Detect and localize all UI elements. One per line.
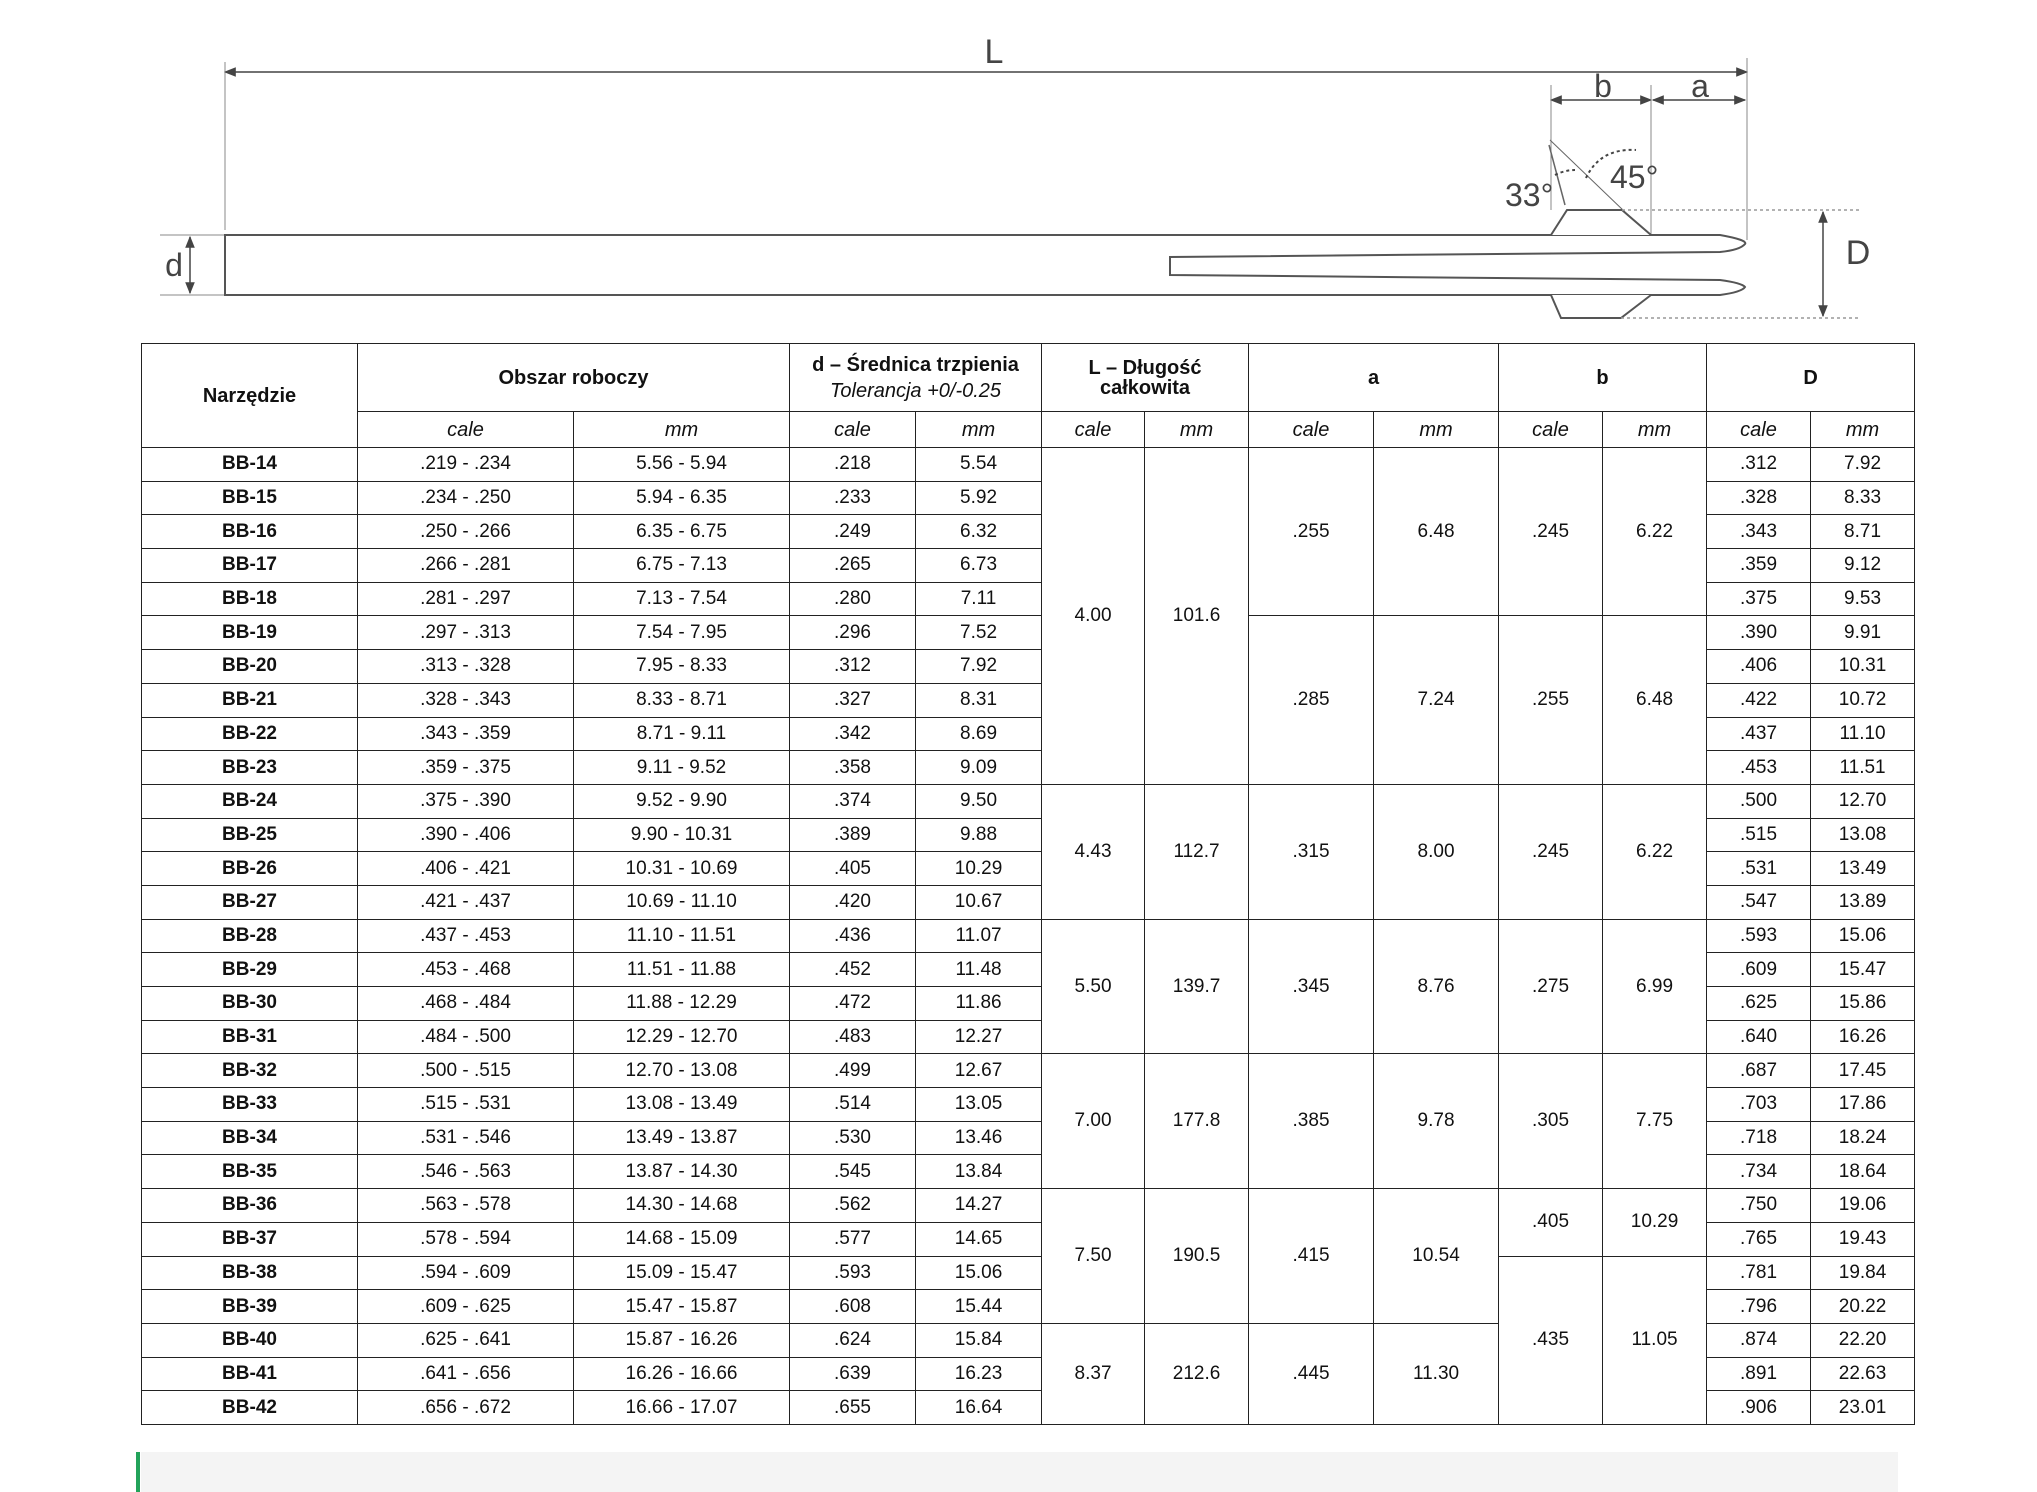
tool-name: BB-15 bbox=[142, 481, 358, 515]
a-mm: 9.78 bbox=[1374, 1054, 1499, 1189]
total-length-mm: 212.6 bbox=[1145, 1323, 1249, 1424]
blade-diameter-mm: 17.86 bbox=[1811, 1088, 1915, 1122]
tool-name: BB-27 bbox=[142, 885, 358, 919]
table-row bbox=[142, 448, 1915, 482]
blade-diameter-inches: .359 bbox=[1707, 549, 1811, 583]
shank-diameter-inches: .545 bbox=[790, 1155, 916, 1189]
tool-name: BB-22 bbox=[142, 717, 358, 751]
blade-diameter-inches: .891 bbox=[1707, 1357, 1811, 1391]
table-row bbox=[142, 1054, 1915, 1088]
work-area-inches: .359 - .375 bbox=[358, 751, 574, 785]
work-area-mm: 8.33 - 8.71 bbox=[574, 683, 790, 717]
a-inches: .415 bbox=[1249, 1189, 1374, 1324]
shank-diameter-inches: .639 bbox=[790, 1357, 916, 1391]
blade-diameter-inches: .422 bbox=[1707, 683, 1811, 717]
blade-diameter-inches: .437 bbox=[1707, 717, 1811, 751]
work-area-inches: .531 - .546 bbox=[358, 1121, 574, 1155]
work-area-mm: 7.95 - 8.33 bbox=[574, 650, 790, 684]
blade-diameter-mm: 9.53 bbox=[1811, 582, 1915, 616]
work-area-inches: .328 - .343 bbox=[358, 683, 574, 717]
shank-diameter-mm: 7.52 bbox=[916, 616, 1042, 650]
work-area-mm: 6.35 - 6.75 bbox=[574, 515, 790, 549]
table-row bbox=[142, 1256, 1915, 1290]
unit-header: cale bbox=[1249, 412, 1374, 448]
shank-diameter-inches: .218 bbox=[790, 448, 916, 482]
shank-diameter-inches: .514 bbox=[790, 1088, 916, 1122]
shank-diameter-inches: .265 bbox=[790, 549, 916, 583]
shank-diameter-inches: .358 bbox=[790, 751, 916, 785]
a-inches: .285 bbox=[1249, 616, 1374, 784]
work-area-inches: .250 - .266 bbox=[358, 515, 574, 549]
unit-header: mm bbox=[916, 412, 1042, 448]
b-inches: .245 bbox=[1499, 784, 1603, 919]
shank-diameter-inches: .233 bbox=[790, 481, 916, 515]
shank-diameter-inches: .562 bbox=[790, 1189, 916, 1223]
tool-name: BB-19 bbox=[142, 616, 358, 650]
blade-diameter-inches: .406 bbox=[1707, 650, 1811, 684]
header-a: a bbox=[1249, 344, 1499, 412]
shank-diameter-mm: 12.67 bbox=[916, 1054, 1042, 1088]
tool-name: BB-24 bbox=[142, 784, 358, 818]
header-D: D bbox=[1707, 344, 1915, 412]
header-work-area: Obszar roboczy bbox=[358, 344, 790, 412]
blade-diameter-inches: .718 bbox=[1707, 1121, 1811, 1155]
blade-bottom bbox=[1551, 295, 1651, 318]
label-angle-33: 33° bbox=[1505, 177, 1554, 213]
blade-diameter-mm: 15.86 bbox=[1811, 987, 1915, 1021]
shank-diameter-mm: 10.29 bbox=[916, 852, 1042, 886]
table-row bbox=[142, 616, 1915, 650]
shank-diameter-mm: 7.92 bbox=[916, 650, 1042, 684]
a-inches: .385 bbox=[1249, 1054, 1374, 1189]
blade-diameter-mm: 11.10 bbox=[1811, 717, 1915, 751]
table-row bbox=[142, 919, 1915, 953]
blade-diameter-mm: 13.08 bbox=[1811, 818, 1915, 852]
unit-header: cale bbox=[790, 412, 916, 448]
shank-diameter-inches: .420 bbox=[790, 885, 916, 919]
unit-header: mm bbox=[1374, 412, 1499, 448]
work-area-mm: 13.49 - 13.87 bbox=[574, 1121, 790, 1155]
a-inches: .255 bbox=[1249, 448, 1374, 616]
shank-diameter-mm: 16.64 bbox=[916, 1391, 1042, 1425]
label-angle-45: 45° bbox=[1610, 159, 1659, 195]
blade-diameter-inches: .531 bbox=[1707, 852, 1811, 886]
a-mm: 8.76 bbox=[1374, 919, 1499, 1054]
header-tool: Narzędzie bbox=[142, 344, 358, 448]
blade-diameter-mm: 8.33 bbox=[1811, 481, 1915, 515]
total-length-mm: 139.7 bbox=[1145, 919, 1249, 1054]
tool-name: BB-35 bbox=[142, 1155, 358, 1189]
work-area-inches: .453 - .468 bbox=[358, 953, 574, 987]
b-inches: .435 bbox=[1499, 1256, 1603, 1424]
work-area-inches: .625 - .641 bbox=[358, 1323, 574, 1357]
blade-diameter-inches: .765 bbox=[1707, 1222, 1811, 1256]
work-area-inches: .437 - .453 bbox=[358, 919, 574, 953]
work-area-mm: 14.30 - 14.68 bbox=[574, 1189, 790, 1223]
blade-diameter-mm: 10.72 bbox=[1811, 683, 1915, 717]
b-mm: 6.22 bbox=[1603, 784, 1707, 919]
blade-diameter-mm: 7.92 bbox=[1811, 448, 1915, 482]
a-mm: 10.54 bbox=[1374, 1189, 1499, 1324]
b-inches: .275 bbox=[1499, 919, 1603, 1054]
work-area-inches: .515 - .531 bbox=[358, 1088, 574, 1122]
header-b: b bbox=[1499, 344, 1707, 412]
tool-name: BB-16 bbox=[142, 515, 358, 549]
b-inches: .245 bbox=[1499, 448, 1603, 616]
unit-header: mm bbox=[1145, 412, 1249, 448]
tool-name: BB-30 bbox=[142, 987, 358, 1021]
label-D: D bbox=[1845, 234, 1871, 272]
blade-diameter-mm: 19.06 bbox=[1811, 1189, 1915, 1223]
work-area-mm: 5.94 - 6.35 bbox=[574, 481, 790, 515]
table-row bbox=[142, 1189, 1915, 1223]
shank-diameter-mm: 7.11 bbox=[916, 582, 1042, 616]
work-area-inches: .219 - .234 bbox=[358, 448, 574, 482]
work-area-inches: .343 - .359 bbox=[358, 717, 574, 751]
work-area-inches: .375 - .390 bbox=[358, 784, 574, 818]
work-area-inches: .266 - .281 bbox=[358, 549, 574, 583]
blade-top bbox=[1551, 210, 1651, 235]
blade-diameter-inches: .796 bbox=[1707, 1290, 1811, 1324]
shank-diameter-inches: .655 bbox=[790, 1391, 916, 1425]
header-d-title: d – Średnica trzpienia bbox=[812, 353, 1019, 376]
shank-diameter-mm: 13.84 bbox=[916, 1155, 1042, 1189]
shank-diameter-inches: .452 bbox=[790, 953, 916, 987]
tool-name: BB-31 bbox=[142, 1020, 358, 1054]
shank-diameter-inches: .312 bbox=[790, 650, 916, 684]
shank-diameter-mm: 16.23 bbox=[916, 1357, 1042, 1391]
tool-name: BB-29 bbox=[142, 953, 358, 987]
shank-diameter-mm: 11.07 bbox=[916, 919, 1042, 953]
tool-name: BB-20 bbox=[142, 650, 358, 684]
blade-diameter-inches: .547 bbox=[1707, 885, 1811, 919]
a-mm: 6.48 bbox=[1374, 448, 1499, 616]
shank-diameter-mm: 11.48 bbox=[916, 953, 1042, 987]
shank-diameter-inches: .389 bbox=[790, 818, 916, 852]
blade-diameter-inches: .500 bbox=[1707, 784, 1811, 818]
total-length-inches: 7.50 bbox=[1042, 1189, 1145, 1324]
blade-diameter-inches: .687 bbox=[1707, 1054, 1811, 1088]
blade-diameter-mm: 13.89 bbox=[1811, 885, 1915, 919]
blade-diameter-mm: 17.45 bbox=[1811, 1054, 1915, 1088]
shank-diameter-mm: 10.67 bbox=[916, 885, 1042, 919]
blade-diameter-inches: .734 bbox=[1707, 1155, 1811, 1189]
work-area-inches: .484 - .500 bbox=[358, 1020, 574, 1054]
blade-diameter-inches: .375 bbox=[1707, 582, 1811, 616]
blade-diameter-inches: .312 bbox=[1707, 448, 1811, 482]
shank-diameter-inches: .624 bbox=[790, 1323, 916, 1357]
blade-diameter-mm: 9.12 bbox=[1811, 549, 1915, 583]
work-area-inches: .468 - .484 bbox=[358, 987, 574, 1021]
b-mm: 6.99 bbox=[1603, 919, 1707, 1054]
tool-name: BB-26 bbox=[142, 852, 358, 886]
work-area-inches: .297 - .313 bbox=[358, 616, 574, 650]
unit-header: cale bbox=[1042, 412, 1145, 448]
label-b: b bbox=[1594, 68, 1612, 104]
work-area-inches: .656 - .672 bbox=[358, 1391, 574, 1425]
work-area-mm: 16.26 - 16.66 bbox=[574, 1357, 790, 1391]
work-area-mm: 13.87 - 14.30 bbox=[574, 1155, 790, 1189]
callout-box bbox=[141, 1452, 1898, 1492]
shank-diameter-inches: .249 bbox=[790, 515, 916, 549]
shank-diameter-mm: 13.05 bbox=[916, 1088, 1042, 1122]
blade-diameter-inches: .703 bbox=[1707, 1088, 1811, 1122]
work-area-inches: .641 - .656 bbox=[358, 1357, 574, 1391]
work-area-mm: 11.10 - 11.51 bbox=[574, 919, 790, 953]
work-area-inches: .546 - .563 bbox=[358, 1155, 574, 1189]
work-area-inches: .609 - .625 bbox=[358, 1290, 574, 1324]
tool-name: BB-21 bbox=[142, 683, 358, 717]
label-d: d bbox=[165, 247, 183, 283]
tool-name: BB-33 bbox=[142, 1088, 358, 1122]
total-length-inches: 5.50 bbox=[1042, 919, 1145, 1054]
work-area-inches: .390 - .406 bbox=[358, 818, 574, 852]
blade-diameter-inches: .453 bbox=[1707, 751, 1811, 785]
blade-diameter-mm: 20.22 bbox=[1811, 1290, 1915, 1324]
shank-diameter-inches: .608 bbox=[790, 1290, 916, 1324]
callout-accent-bar bbox=[136, 1452, 140, 1492]
shank-diameter-mm: 5.54 bbox=[916, 448, 1042, 482]
shank-diameter-inches: .280 bbox=[790, 582, 916, 616]
blade-diameter-mm: 19.84 bbox=[1811, 1256, 1915, 1290]
work-area-inches: .406 - .421 bbox=[358, 852, 574, 886]
unit-header: cale bbox=[358, 412, 574, 448]
total-length-inches: 8.37 bbox=[1042, 1323, 1145, 1424]
a-mm: 11.30 bbox=[1374, 1323, 1499, 1424]
b-mm: 6.48 bbox=[1603, 616, 1707, 784]
header-d-tolerance: Tolerancja +0/-0.25 bbox=[830, 379, 1002, 402]
a-mm: 8.00 bbox=[1374, 784, 1499, 919]
tool-name: BB-42 bbox=[142, 1391, 358, 1425]
tool-body bbox=[225, 235, 1745, 295]
work-area-mm: 6.75 - 7.13 bbox=[574, 549, 790, 583]
work-area-inches: .281 - .297 bbox=[358, 582, 574, 616]
work-area-mm: 15.47 - 15.87 bbox=[574, 1290, 790, 1324]
work-area-mm: 7.13 - 7.54 bbox=[574, 582, 790, 616]
tool-name: BB-25 bbox=[142, 818, 358, 852]
reamer-spec-table bbox=[141, 343, 1915, 1425]
work-area-mm: 11.88 - 12.29 bbox=[574, 987, 790, 1021]
work-area-mm: 10.31 - 10.69 bbox=[574, 852, 790, 886]
shank-diameter-inches: .472 bbox=[790, 987, 916, 1021]
tool-name: BB-28 bbox=[142, 919, 358, 953]
b-mm: 10.29 bbox=[1603, 1189, 1707, 1256]
blade-diameter-inches: .343 bbox=[1707, 515, 1811, 549]
tool-name: BB-37 bbox=[142, 1222, 358, 1256]
shank-diameter-mm: 9.88 bbox=[916, 818, 1042, 852]
shank-diameter-mm: 6.32 bbox=[916, 515, 1042, 549]
b-mm: 7.75 bbox=[1603, 1054, 1707, 1189]
blade-diameter-mm: 23.01 bbox=[1811, 1391, 1915, 1425]
shank-diameter-inches: .483 bbox=[790, 1020, 916, 1054]
blade-diameter-mm: 19.43 bbox=[1811, 1222, 1915, 1256]
tool-name: BB-34 bbox=[142, 1121, 358, 1155]
shank-diameter-mm: 12.27 bbox=[916, 1020, 1042, 1054]
a-inches: .345 bbox=[1249, 919, 1374, 1054]
blade-diameter-inches: .515 bbox=[1707, 818, 1811, 852]
tool-name: BB-39 bbox=[142, 1290, 358, 1324]
shank-diameter-inches: .577 bbox=[790, 1222, 916, 1256]
unit-header: cale bbox=[1499, 412, 1603, 448]
work-area-inches: .563 - .578 bbox=[358, 1189, 574, 1223]
work-area-mm: 12.70 - 13.08 bbox=[574, 1054, 790, 1088]
work-area-mm: 12.29 - 12.70 bbox=[574, 1020, 790, 1054]
work-area-inches: .578 - .594 bbox=[358, 1222, 574, 1256]
work-area-mm: 15.09 - 15.47 bbox=[574, 1256, 790, 1290]
work-area-mm: 7.54 - 7.95 bbox=[574, 616, 790, 650]
total-length-mm: 177.8 bbox=[1145, 1054, 1249, 1189]
blade-diameter-mm: 8.71 bbox=[1811, 515, 1915, 549]
tool-name: BB-23 bbox=[142, 751, 358, 785]
shank-diameter-inches: .593 bbox=[790, 1256, 916, 1290]
blade-diameter-inches: .640 bbox=[1707, 1020, 1811, 1054]
tool-name: BB-32 bbox=[142, 1054, 358, 1088]
blade-diameter-mm: 18.24 bbox=[1811, 1121, 1915, 1155]
shank-diameter-mm: 6.73 bbox=[916, 549, 1042, 583]
label-L: L bbox=[984, 33, 1004, 71]
tool-name: BB-38 bbox=[142, 1256, 358, 1290]
blade-diameter-inches: .781 bbox=[1707, 1256, 1811, 1290]
a-inches: .315 bbox=[1249, 784, 1374, 919]
tool-name: BB-41 bbox=[142, 1357, 358, 1391]
shank-diameter-mm: 8.69 bbox=[916, 717, 1042, 751]
blade-diameter-inches: .593 bbox=[1707, 919, 1811, 953]
blade-diameter-mm: 13.49 bbox=[1811, 852, 1915, 886]
blade-diameter-inches: .625 bbox=[1707, 987, 1811, 1021]
shank-diameter-inches: .405 bbox=[790, 852, 916, 886]
work-area-mm: 5.56 - 5.94 bbox=[574, 448, 790, 482]
b-inches: .305 bbox=[1499, 1054, 1603, 1189]
total-length-mm: 112.7 bbox=[1145, 784, 1249, 919]
shank-diameter-inches: .374 bbox=[790, 784, 916, 818]
blade-diameter-inches: .390 bbox=[1707, 616, 1811, 650]
tool-name: BB-40 bbox=[142, 1323, 358, 1357]
shank-diameter-mm: 14.27 bbox=[916, 1189, 1042, 1223]
work-area-mm: 14.68 - 15.09 bbox=[574, 1222, 790, 1256]
total-length-inches: 4.00 bbox=[1042, 448, 1145, 785]
blade-diameter-mm: 10.31 bbox=[1811, 650, 1915, 684]
blade-diameter-inches: .750 bbox=[1707, 1189, 1811, 1223]
unit-header: mm bbox=[1811, 412, 1915, 448]
b-inches: .255 bbox=[1499, 616, 1603, 784]
work-area-mm: 8.71 - 9.11 bbox=[574, 717, 790, 751]
work-area-mm: 9.90 - 10.31 bbox=[574, 818, 790, 852]
shank-diameter-inches: .436 bbox=[790, 919, 916, 953]
unit-header: cale bbox=[1707, 412, 1811, 448]
label-a: a bbox=[1691, 68, 1709, 104]
blade-diameter-inches: .328 bbox=[1707, 481, 1811, 515]
blade-diameter-mm: 18.64 bbox=[1811, 1155, 1915, 1189]
shank-diameter-mm: 15.84 bbox=[916, 1323, 1042, 1357]
tool-name: BB-14 bbox=[142, 448, 358, 482]
work-area-inches: .594 - .609 bbox=[358, 1256, 574, 1290]
b-mm: 6.22 bbox=[1603, 448, 1707, 616]
work-area-mm: 9.11 - 9.52 bbox=[574, 751, 790, 785]
work-area-mm: 15.87 - 16.26 bbox=[574, 1323, 790, 1357]
work-area-inches: .421 - .437 bbox=[358, 885, 574, 919]
blade-diameter-mm: 16.26 bbox=[1811, 1020, 1915, 1054]
blade-diameter-mm: 22.20 bbox=[1811, 1323, 1915, 1357]
shank-diameter-inches: .499 bbox=[790, 1054, 916, 1088]
b-mm: 11.05 bbox=[1603, 1256, 1707, 1424]
a-inches: .445 bbox=[1249, 1323, 1374, 1424]
tool-name: BB-36 bbox=[142, 1189, 358, 1223]
work-area-mm: 10.69 - 11.10 bbox=[574, 885, 790, 919]
header-total-length: L – Długość całkowita bbox=[1042, 344, 1249, 412]
shank-diameter-mm: 15.06 bbox=[916, 1256, 1042, 1290]
tool-name: BB-18 bbox=[142, 582, 358, 616]
blade-diameter-mm: 9.91 bbox=[1811, 616, 1915, 650]
tool-dimension-drawing bbox=[0, 0, 2037, 340]
blade-diameter-mm: 22.63 bbox=[1811, 1357, 1915, 1391]
work-area-inches: .500 - .515 bbox=[358, 1054, 574, 1088]
total-length-mm: 190.5 bbox=[1145, 1189, 1249, 1324]
total-length-inches: 7.00 bbox=[1042, 1054, 1145, 1189]
total-length-mm: 101.6 bbox=[1145, 448, 1249, 785]
shank-diameter-mm: 13.46 bbox=[916, 1121, 1042, 1155]
shank-diameter-inches: .342 bbox=[790, 717, 916, 751]
b-inches: .405 bbox=[1499, 1189, 1603, 1256]
a-mm: 7.24 bbox=[1374, 616, 1499, 784]
table-row bbox=[142, 784, 1915, 818]
blade-diameter-mm: 11.51 bbox=[1811, 751, 1915, 785]
blade-diameter-mm: 12.70 bbox=[1811, 784, 1915, 818]
shank-diameter-inches: .327 bbox=[790, 683, 916, 717]
work-area-mm: 9.52 - 9.90 bbox=[574, 784, 790, 818]
header-shank-diameter bbox=[790, 344, 1042, 412]
blade-diameter-inches: .609 bbox=[1707, 953, 1811, 987]
total-length-inches: 4.43 bbox=[1042, 784, 1145, 919]
tool-name: BB-17 bbox=[142, 549, 358, 583]
blade-diameter-mm: 15.47 bbox=[1811, 953, 1915, 987]
unit-header: mm bbox=[1603, 412, 1707, 448]
shank-diameter-mm: 14.65 bbox=[916, 1222, 1042, 1256]
shank-diameter-mm: 15.44 bbox=[916, 1290, 1042, 1324]
unit-header: mm bbox=[574, 412, 790, 448]
shank-diameter-mm: 8.31 bbox=[916, 683, 1042, 717]
table-body bbox=[142, 448, 1915, 1425]
work-area-inches: .234 - .250 bbox=[358, 481, 574, 515]
blade-diameter-inches: .874 bbox=[1707, 1323, 1811, 1357]
shank-diameter-inches: .530 bbox=[790, 1121, 916, 1155]
work-area-inches: .313 - .328 bbox=[358, 650, 574, 684]
blade-diameter-mm: 15.06 bbox=[1811, 919, 1915, 953]
blade-diameter-inches: .906 bbox=[1707, 1391, 1811, 1425]
shank-diameter-inches: .296 bbox=[790, 616, 916, 650]
work-area-mm: 11.51 - 11.88 bbox=[574, 953, 790, 987]
work-area-mm: 13.08 - 13.49 bbox=[574, 1088, 790, 1122]
shank-diameter-mm: 5.92 bbox=[916, 481, 1042, 515]
shank-diameter-mm: 11.86 bbox=[916, 987, 1042, 1021]
shank-diameter-mm: 9.50 bbox=[916, 784, 1042, 818]
shank-diameter-mm: 9.09 bbox=[916, 751, 1042, 785]
work-area-mm: 16.66 - 17.07 bbox=[574, 1391, 790, 1425]
